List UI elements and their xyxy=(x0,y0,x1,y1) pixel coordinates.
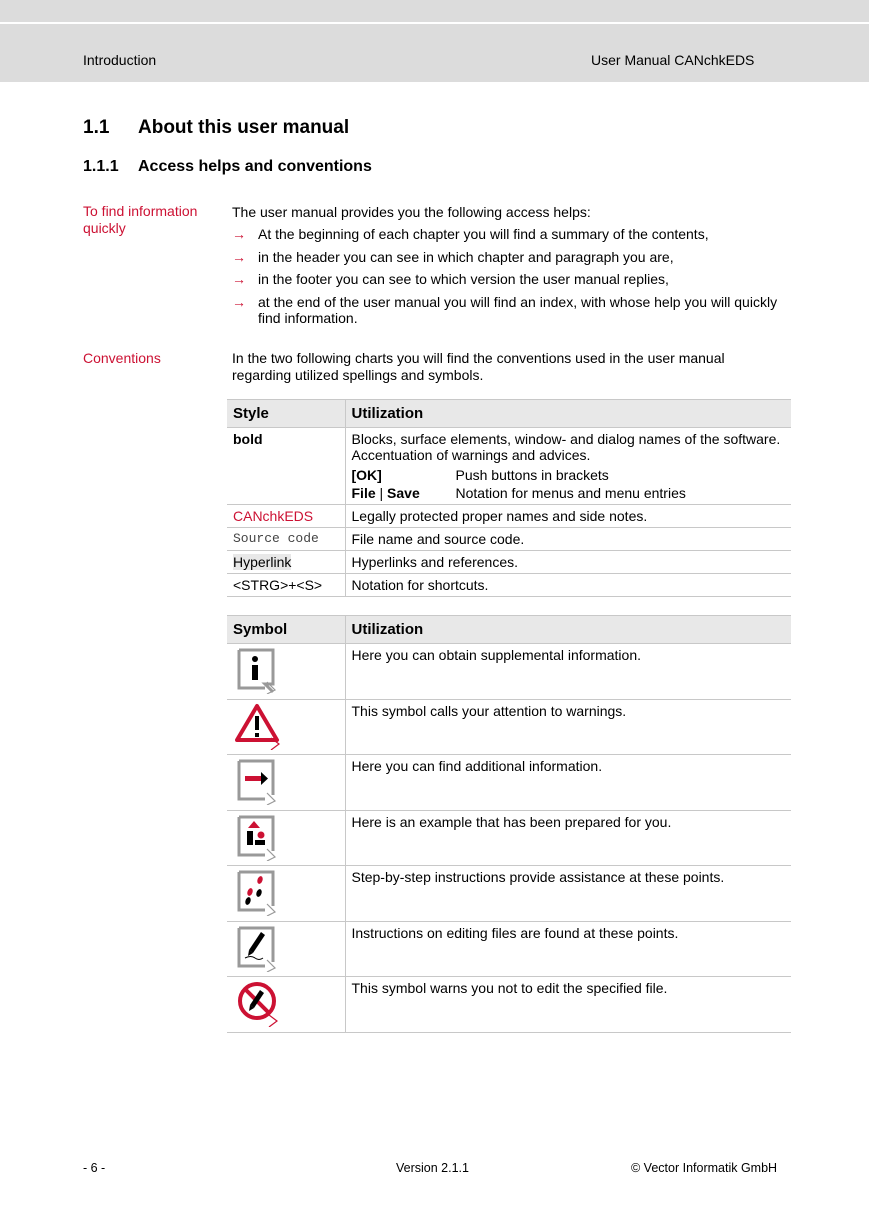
utilization-cell: Legally protected proper names and side notes. xyxy=(345,505,791,528)
menu-notation: File | Save Notation for menus and menu entries xyxy=(351,485,686,501)
list-item: → At the beginning of each chapter you will find a summary of the contents, xyxy=(232,226,709,242)
symbol-cell xyxy=(227,644,345,700)
step-by-step-icon xyxy=(235,868,283,916)
hyperlink-sample[interactable]: Hyperlink xyxy=(233,554,292,570)
conventions-label: Conventions xyxy=(83,350,161,366)
arrow-icon: → xyxy=(232,226,246,242)
list-item: → in the header you can see in which chapter and paragraph you are, xyxy=(232,248,674,265)
symbol-cell xyxy=(227,977,345,1033)
arrow-icon: → xyxy=(232,248,246,265)
subsection-title: Access helps and conventions xyxy=(138,158,372,175)
menu-description: Notation for menus and menu entries xyxy=(455,485,686,501)
table-row xyxy=(227,921,791,977)
column-header-symbol: Symbol xyxy=(227,616,345,644)
table-row xyxy=(227,574,791,597)
warning-icon xyxy=(235,702,283,750)
arrow-icon: → xyxy=(232,271,246,287)
info-icon xyxy=(235,646,283,694)
table-row xyxy=(227,644,791,700)
utilization-cell: Here you can obtain supplemental information. xyxy=(345,644,791,700)
section-number: 1.1 xyxy=(83,117,110,138)
list-item: → at the end of the user manual you will find an index, with whose help you will quickly find information. xyxy=(232,293,778,326)
symbol-cell xyxy=(227,921,345,977)
table-row xyxy=(227,977,791,1033)
utilization-cell: This symbol calls your attention to warnings. xyxy=(345,699,791,755)
table-header-row xyxy=(227,400,791,428)
footer-page-number: - 6 - xyxy=(83,1161,106,1175)
find-info-intro: The user manual provides you the following access helps: xyxy=(232,204,591,220)
utilization-cell xyxy=(345,428,791,505)
symbol-cell xyxy=(227,810,345,866)
subsection-heading xyxy=(83,158,372,176)
style-cell xyxy=(227,551,345,574)
find-info-label: To find information quickly xyxy=(83,203,198,236)
symbol-table xyxy=(227,615,791,1033)
utilization-cell: This symbol warns you not to edit the specified file. xyxy=(345,977,791,1033)
access-helps-list xyxy=(232,226,792,332)
utilization-cell: Here is an example that has been prepared for you. xyxy=(345,810,791,866)
table-row xyxy=(227,428,791,505)
table-row xyxy=(227,755,791,811)
symbol-cell xyxy=(227,755,345,811)
table-row xyxy=(227,699,791,755)
footer-copyright: © Vector Informatik GmbH xyxy=(631,1161,778,1175)
style-cell: CANchkEDS xyxy=(227,505,345,528)
column-header-style: Style xyxy=(227,400,345,428)
file-key: File xyxy=(351,485,376,501)
table-header-row xyxy=(227,616,791,644)
no-edit-icon xyxy=(235,979,283,1027)
section-title: About this user manual xyxy=(138,117,350,138)
symbol-cell xyxy=(227,866,345,922)
utilization-cell: Here you can find additional information. xyxy=(345,755,791,811)
header-chapter: Introduction xyxy=(83,52,157,68)
footer-version: Version 2.1.1 xyxy=(396,1161,469,1175)
table-row xyxy=(227,505,791,528)
utilization-cell: Hyperlinks and references. xyxy=(345,551,791,574)
ok-notation xyxy=(352,467,786,483)
style-cell: bold xyxy=(227,428,345,505)
save-key: Save xyxy=(387,485,420,501)
page-header xyxy=(0,24,869,82)
ok-key: [OK] xyxy=(351,467,382,483)
column-header-utilization: Utilization xyxy=(345,400,791,428)
subsection-number: 1.1.1 xyxy=(83,158,119,175)
edit-icon xyxy=(235,924,283,972)
ok-description: Push buttons in brackets xyxy=(455,467,609,483)
table-row xyxy=(227,551,791,574)
arrow-icon: → xyxy=(232,293,246,310)
list-item: → in the footer you can see to which version the user manual replies, xyxy=(232,271,669,287)
utilization-cell: Notation for shortcuts. xyxy=(345,574,791,597)
bold-description: Blocks, surface elements, window- and dialog names of the software. Accentuation of warnings and advices. xyxy=(351,431,781,463)
header-manual-title: User Manual CANchkEDS xyxy=(591,52,755,68)
table-row xyxy=(227,866,791,922)
table-row xyxy=(227,528,791,551)
top-strip xyxy=(0,0,869,22)
style-cell: <STRG>+<S> xyxy=(227,574,345,597)
style-table xyxy=(227,399,791,597)
utilization-cell: Step-by-step instructions provide assistance at these points. xyxy=(345,866,791,922)
column-header-utilization: Utilization xyxy=(345,616,791,644)
additional-info-icon xyxy=(235,757,283,805)
conventions-intro: In the two following charts you will find the conventions used in the user manual regarding utilized spellings and symbols. xyxy=(232,350,725,383)
section-heading xyxy=(83,117,349,139)
utilization-cell: File name and source code. xyxy=(345,528,791,551)
table-row xyxy=(227,810,791,866)
symbol-cell xyxy=(227,699,345,755)
example-icon xyxy=(235,813,283,861)
utilization-cell: Instructions on editing files are found at these points. xyxy=(345,921,791,977)
style-cell: Source code xyxy=(227,528,345,551)
